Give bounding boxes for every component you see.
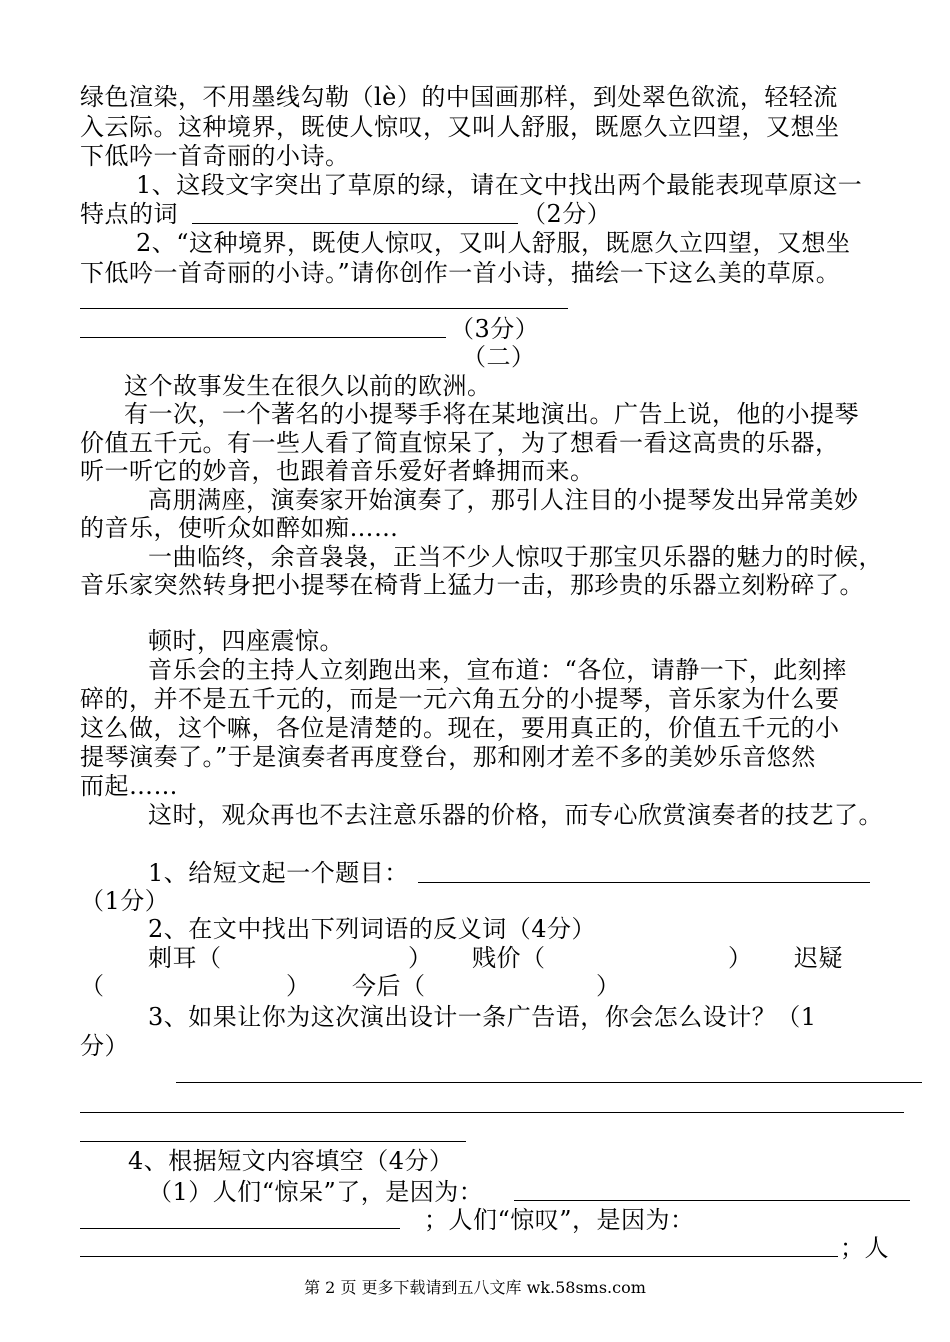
story-line: 提琴演奏了。”于是演奏者再度登台，那和刚才差不多的美妙乐音悠然 — [80, 743, 816, 771]
antonym-bracket: ） — [408, 944, 433, 972]
answer-line[interactable] — [80, 1141, 466, 1142]
question-score: （1分） — [80, 887, 170, 915]
answer-blank[interactable] — [80, 1256, 838, 1257]
fill-mid: ；人们“惊叹”，是因为： — [424, 1206, 695, 1234]
section-title: （二） — [462, 343, 536, 371]
story-line: 价值五千元。有一些人看了简直惊呆了，为了想看一看这高贵的乐器， — [80, 429, 840, 457]
antonym-word: 今后（ — [352, 972, 426, 1000]
question-1-score: （2分） — [522, 200, 612, 228]
antonym-word: 迟疑 — [794, 944, 843, 972]
antonym-word: 刺耳（ — [148, 944, 222, 972]
antonym-bracket: ） — [596, 972, 621, 1000]
answer-line[interactable] — [176, 1082, 922, 1083]
antonym-word: 贱价（ — [472, 944, 546, 972]
answer-blank[interactable] — [80, 1228, 400, 1229]
antonym-bracket: （ — [80, 972, 105, 1000]
answer-blank[interactable] — [192, 223, 518, 224]
question-1-text: 1、这段文字突出了草原的绿，请在文中找出两个最能表现草原这一 — [136, 171, 863, 199]
question-2-score: （3分） — [450, 315, 540, 343]
story-line: 听一听它的妙音，也跟着音乐爱好者蜂拥而来。 — [80, 457, 595, 485]
answer-line[interactable] — [80, 337, 446, 338]
passage-line: 绿色渲染，不用墨线勾勒（lè）的中国画那样，到处翠色欲流，轻轻流 — [80, 83, 838, 111]
page-footer: 第 2 页 更多下载请到五八文库 wk.58sms.com — [304, 1278, 646, 1297]
antonym-question: 2、在文中找出下列词语的反义词（4分） — [148, 915, 597, 943]
answer-line[interactable] — [80, 1112, 904, 1113]
answer-blank[interactable] — [514, 1200, 910, 1201]
fill-question: 4、根据短文内容填空（4分） — [128, 1147, 454, 1175]
slogan-question: 分） — [80, 1032, 129, 1060]
question-2-text: 下低吟一首奇丽的小诗。”请你创作一首小诗，描绘一下这么美的草原。 — [80, 259, 841, 287]
story-line: 这个故事发生在很久以前的欧洲。 — [124, 372, 492, 400]
answer-line[interactable] — [80, 308, 568, 309]
antonym-bracket: ） — [728, 944, 753, 972]
question-2-text: 2、“这种境界，既使人惊叹，又叫人舒服，既愿久立四望，又想坐 — [136, 229, 851, 257]
story-line: 音乐家突然转身把小提琴在椅背上猛力一击，那珍贵的乐器立刻粉碎了。 — [80, 571, 864, 599]
story-line: 高朋满座，演奏家开始演奏了，那引人注目的小提琴发出异常美妙 — [148, 486, 859, 514]
question-title-label: 1、给短文起一个题目： — [148, 859, 409, 887]
title-answer-blank[interactable] — [418, 882, 870, 883]
fill-prefix: （1）人们“惊呆”了，是因为： — [148, 1178, 484, 1206]
slogan-question: 3、如果让你为这次演出设计一条广告语，你会怎么设计？（1 — [148, 1003, 817, 1031]
question-1-prefix: 特点的词 — [80, 200, 178, 228]
story-line: 有一次，一个著名的小提琴手将在某地演出。广告上说，他的小提琴 — [124, 400, 859, 428]
story-line: 这么做，这个嘛，各位是清楚的。现在，要用真正的，价值五千元的小 — [80, 714, 840, 742]
story-line: 碎的，并不是五千元的，而是一元六角五分的小提琴，音乐家为什么要 — [80, 685, 840, 713]
antonym-bracket: ） — [286, 972, 311, 1000]
fill-end: ；人 — [840, 1234, 889, 1262]
story-line: 而起…… — [80, 772, 178, 800]
story-line: 音乐会的主持人立刻跑出来，宣布道：“各位，请静一下，此刻摔 — [148, 656, 847, 684]
story-line: 的音乐，使听众如醉如痴…… — [80, 514, 399, 542]
passage-line: 下低吟一首奇丽的小诗。 — [80, 142, 350, 170]
story-line: 顿时，四座震惊。 — [148, 627, 344, 655]
passage-line: 入云际。这种境界，既使人惊叹，又叫人舒服，既愿久立四望，又想坐 — [80, 113, 840, 141]
story-line: 一曲临终，余音袅袅，正当不少人惊叹于那宝贝乐器的魅力的时候， — [148, 543, 883, 571]
story-line: 这时，观众再也不去注意乐器的价格，而专心欣赏演奏者的技艺了。 — [148, 801, 883, 829]
